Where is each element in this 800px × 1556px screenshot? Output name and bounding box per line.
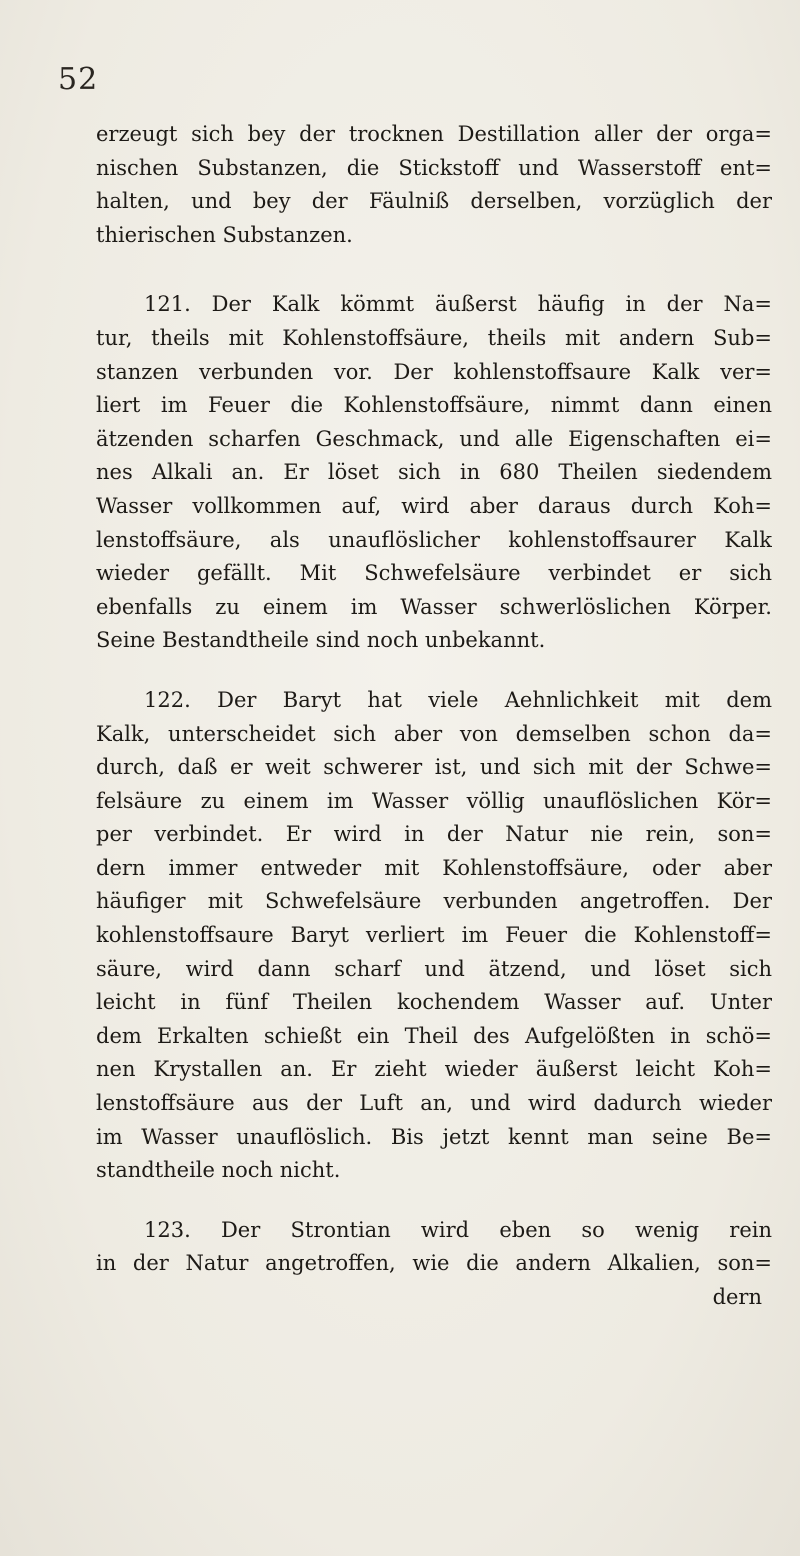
- text-line: lenstoffsäure, als unauflöslicher kohlenstoffsaurer Kalk: [96, 527, 772, 552]
- text-line: wieder gefällt. Mit Schwefelsäure verbindet er sich: [96, 561, 772, 586]
- text-line: dern immer entweder mit Kohlenstoffsäure, oder aber: [96, 855, 772, 880]
- paragraph-122: [96, 684, 772, 1188]
- text-line: thierischen Substanzen.: [96, 222, 353, 247]
- text-line: Kalk, unterscheidet sich aber von demselben schon da=: [96, 721, 772, 746]
- text-line: leicht in fünf Theilen kochendem Wasser auf. Unter: [96, 990, 772, 1015]
- text-line: halten, und bey der Fäulniß derselben, vorzüglich der: [96, 189, 772, 214]
- text-line: Seine Bestandtheile sind noch unbekannt.: [96, 628, 546, 653]
- text-line: durch, daß er weit schwerer ist, und sich mit der Schwe=: [96, 755, 772, 780]
- text-line: standtheile noch nicht.: [96, 1158, 341, 1183]
- text-line: stanzen verbunden vor. Der kohlenstoffsaure Kalk ver=: [96, 359, 772, 384]
- paragraph-121: [96, 288, 772, 658]
- text-line: Wasser vollkommen auf, wird aber daraus durch Koh=: [96, 493, 772, 518]
- text-line: säure, wird dann scharf und ätzend, und löset sich: [96, 956, 772, 981]
- text-line: in der Natur angetroffen, wie die andern Alkalien, son=: [96, 1251, 772, 1276]
- text-line: ätzenden scharfen Geschmack, und alle Eigenschaften ei=: [96, 426, 772, 451]
- text-line: liert im Feuer die Kohlenstoffsäure, nimmt dann einen: [96, 393, 772, 418]
- text-line: lenstoffsäure aus der Luft an, und wird dadurch wieder: [96, 1091, 772, 1116]
- text-line: felsäure zu einem im Wasser völlig unauflöslichen Kör=: [96, 788, 772, 813]
- text-line: 122. Der Baryt hat viele Aehnlichkeit mit dem: [144, 687, 772, 712]
- text-line: 121. Der Kalk kömmt äußerst häufig in der Na=: [144, 292, 772, 317]
- text-line: im Wasser unauflöslich. Bis jetzt kennt man seine Be=: [96, 1124, 772, 1149]
- text-line: 123. Der Strontian wird eben so wenig rein: [144, 1217, 772, 1242]
- body-text: [96, 118, 772, 1341]
- text-line: nen Krystallen an. Er zieht wieder äußerst leicht Koh=: [96, 1057, 772, 1082]
- paragraph-continuation: [96, 118, 772, 252]
- text-line: nischen Substanzen, die Stickstoff und Wasserstoff ent=: [96, 155, 772, 180]
- text-line: dem Erkalten schießt ein Theil des Aufgelößten in schö=: [96, 1023, 772, 1048]
- text-line: kohlenstoffsaure Baryt verliert im Feuer die Kohlenstoff=: [96, 923, 772, 948]
- text-line: tur, theils mit Kohlenstoffsäure, theils mit andern Sub=: [96, 325, 772, 350]
- text-line: nes Alkali an. Er löset sich in 680 Theilen siedendem: [96, 460, 772, 485]
- text-line: ebenfalls zu einem im Wasser schwerlöslichen Körper.: [96, 594, 772, 619]
- text-line: per verbindet. Er wird in der Natur nie rein, son=: [96, 822, 772, 847]
- page-number: 52: [58, 62, 99, 97]
- text-line: häufiger mit Schwefelsäure verbunden angetroffen. Der: [96, 889, 772, 914]
- text-line: erzeugt sich bey der trocknen Destillation aller der orga=: [96, 122, 772, 146]
- paragraph-123: [96, 1214, 772, 1315]
- catchword: dern: [712, 1285, 762, 1309]
